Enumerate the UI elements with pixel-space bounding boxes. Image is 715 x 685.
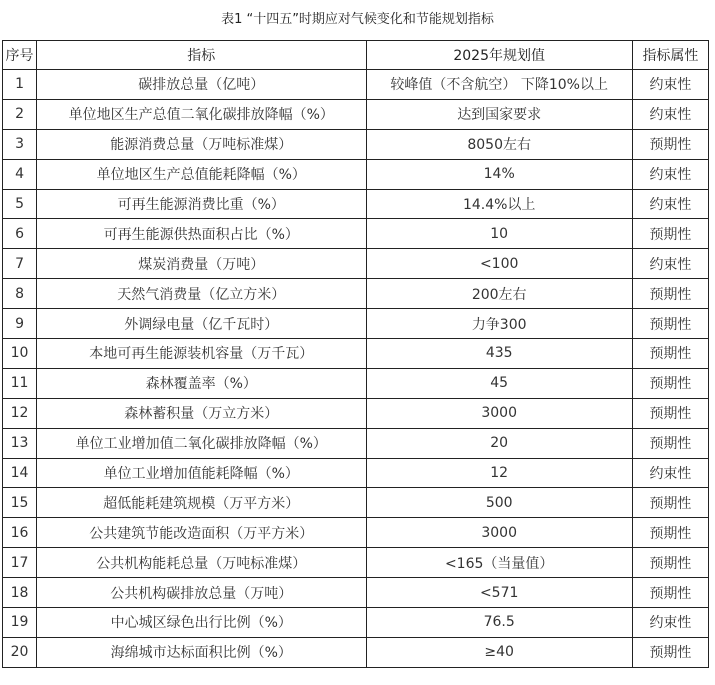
- cell-indicator: 公共机构能耗总量（万吨标准煤）: [37, 548, 366, 578]
- cell-target: 3000: [366, 518, 632, 548]
- indicator-table: [2, 40, 709, 668]
- cell-attribute: 约束性: [632, 249, 708, 279]
- cell-no: 5: [3, 189, 37, 219]
- cell-target: 较峰值（不含航空） 下降10%以上: [366, 70, 632, 100]
- cell-attribute: 约束性: [632, 458, 708, 488]
- cell-no: 14: [3, 458, 37, 488]
- cell-target: 14%: [366, 159, 632, 189]
- table-row: [3, 129, 709, 159]
- header-row: [3, 41, 709, 70]
- cell-target: 76.5: [366, 608, 632, 638]
- table-body: [3, 70, 709, 668]
- header-no: 序号: [3, 41, 37, 70]
- table-row: [3, 309, 709, 339]
- table-row: [3, 548, 709, 578]
- cell-target: 435: [366, 339, 632, 369]
- cell-target: 500: [366, 488, 632, 518]
- cell-target: 达到国家要求: [366, 99, 632, 129]
- table-row: [3, 159, 709, 189]
- cell-attribute: 预期性: [632, 578, 708, 608]
- table-row: [3, 368, 709, 398]
- cell-indicator: 可再生能源供热面积占比（%）: [37, 219, 366, 249]
- cell-no: 1: [3, 70, 37, 100]
- cell-attribute: 预期性: [632, 548, 708, 578]
- cell-attribute: 约束性: [632, 608, 708, 638]
- cell-attribute: 预期性: [632, 129, 708, 159]
- cell-indicator: 超低能耗建筑规模（万平方米）: [37, 488, 366, 518]
- cell-indicator: 天然气消费量（亿立方米）: [37, 279, 366, 309]
- cell-attribute: 预期性: [632, 309, 708, 339]
- cell-no: 3: [3, 129, 37, 159]
- cell-no: 9: [3, 309, 37, 339]
- cell-indicator: 海绵城市达标面积比例（%）: [37, 637, 366, 667]
- cell-indicator: 本地可再生能源装机容量（万千瓦）: [37, 339, 366, 369]
- cell-attribute: 约束性: [632, 70, 708, 100]
- cell-indicator: 碳排放总量（亿吨）: [37, 70, 366, 100]
- cell-no: 8: [3, 279, 37, 309]
- table-row: [3, 249, 709, 279]
- table-row: [3, 608, 709, 638]
- cell-indicator: 单位工业增加值二氧化碳排放降幅（%）: [37, 428, 366, 458]
- table-row: [3, 578, 709, 608]
- cell-target: 力争300: [366, 309, 632, 339]
- cell-target: <165（当量值）: [366, 548, 632, 578]
- cell-attribute: 预期性: [632, 398, 708, 428]
- cell-indicator: 单位地区生产总值能耗降幅（%）: [37, 159, 366, 189]
- cell-indicator: 单位工业增加值能耗降幅（%）: [37, 458, 366, 488]
- cell-target: <100: [366, 249, 632, 279]
- cell-indicator: 煤炭消费量（万吨）: [37, 249, 366, 279]
- cell-attribute: 约束性: [632, 99, 708, 129]
- cell-indicator: 公共建筑节能改造面积（万平方米）: [37, 518, 366, 548]
- cell-indicator: 公共机构碳排放总量（万吨）: [37, 578, 366, 608]
- cell-attribute: 约束性: [632, 189, 708, 219]
- cell-no: 12: [3, 398, 37, 428]
- table-row: [3, 189, 709, 219]
- cell-target: ≥40: [366, 637, 632, 667]
- cell-target: 12: [366, 458, 632, 488]
- table-row: [3, 219, 709, 249]
- cell-no: 10: [3, 339, 37, 369]
- cell-indicator: 能源消费总量（万吨标准煤）: [37, 129, 366, 159]
- cell-indicator: 可再生能源消费比重（%）: [37, 189, 366, 219]
- table-row: [3, 518, 709, 548]
- cell-no: 7: [3, 249, 37, 279]
- header-indicator: 指标: [37, 41, 366, 70]
- cell-target: 10: [366, 219, 632, 249]
- cell-target: <571: [366, 578, 632, 608]
- cell-no: 15: [3, 488, 37, 518]
- table-row: [3, 488, 709, 518]
- cell-no: 13: [3, 428, 37, 458]
- table-row: [3, 339, 709, 369]
- cell-attribute: 预期性: [632, 488, 708, 518]
- table-row: [3, 279, 709, 309]
- cell-no: 16: [3, 518, 37, 548]
- cell-attribute: 预期性: [632, 637, 708, 667]
- cell-no: 20: [3, 637, 37, 667]
- cell-target: 3000: [366, 398, 632, 428]
- cell-indicator: 森林蓄积量（万立方米）: [37, 398, 366, 428]
- table-row: [3, 428, 709, 458]
- header-target: 2025年规划值: [366, 41, 632, 70]
- cell-no: 19: [3, 608, 37, 638]
- cell-target: 45: [366, 368, 632, 398]
- cell-target: 8050左右: [366, 129, 632, 159]
- cell-no: 6: [3, 219, 37, 249]
- cell-indicator: 外调绿电量（亿千瓦时）: [37, 309, 366, 339]
- table-row: [3, 637, 709, 667]
- table-row: [3, 70, 709, 100]
- cell-no: 11: [3, 368, 37, 398]
- cell-target: 14.4%以上: [366, 189, 632, 219]
- cell-no: 18: [3, 578, 37, 608]
- cell-attribute: 预期性: [632, 339, 708, 369]
- cell-attribute: 约束性: [632, 159, 708, 189]
- cell-no: 2: [3, 99, 37, 129]
- table-caption: 表1 “十四五”时期应对气候变化和节能规划指标: [221, 12, 494, 27]
- cell-target: 200左右: [366, 279, 632, 309]
- cell-attribute: 预期性: [632, 279, 708, 309]
- cell-attribute: 预期性: [632, 219, 708, 249]
- header-attribute: 指标属性: [632, 41, 708, 70]
- table-row: [3, 99, 709, 129]
- cell-attribute: 预期性: [632, 518, 708, 548]
- cell-no: 4: [3, 159, 37, 189]
- table-row: [3, 458, 709, 488]
- cell-attribute: 预期性: [632, 428, 708, 458]
- cell-indicator: 单位地区生产总值二氧化碳排放降幅（%）: [37, 99, 366, 129]
- cell-attribute: 预期性: [632, 368, 708, 398]
- cell-indicator: 森林覆盖率（%）: [37, 368, 366, 398]
- cell-no: 17: [3, 548, 37, 578]
- table-row: [3, 398, 709, 428]
- cell-target: 20: [366, 428, 632, 458]
- cell-indicator: 中心城区绿色出行比例（%）: [37, 608, 366, 638]
- table-header: [3, 41, 709, 70]
